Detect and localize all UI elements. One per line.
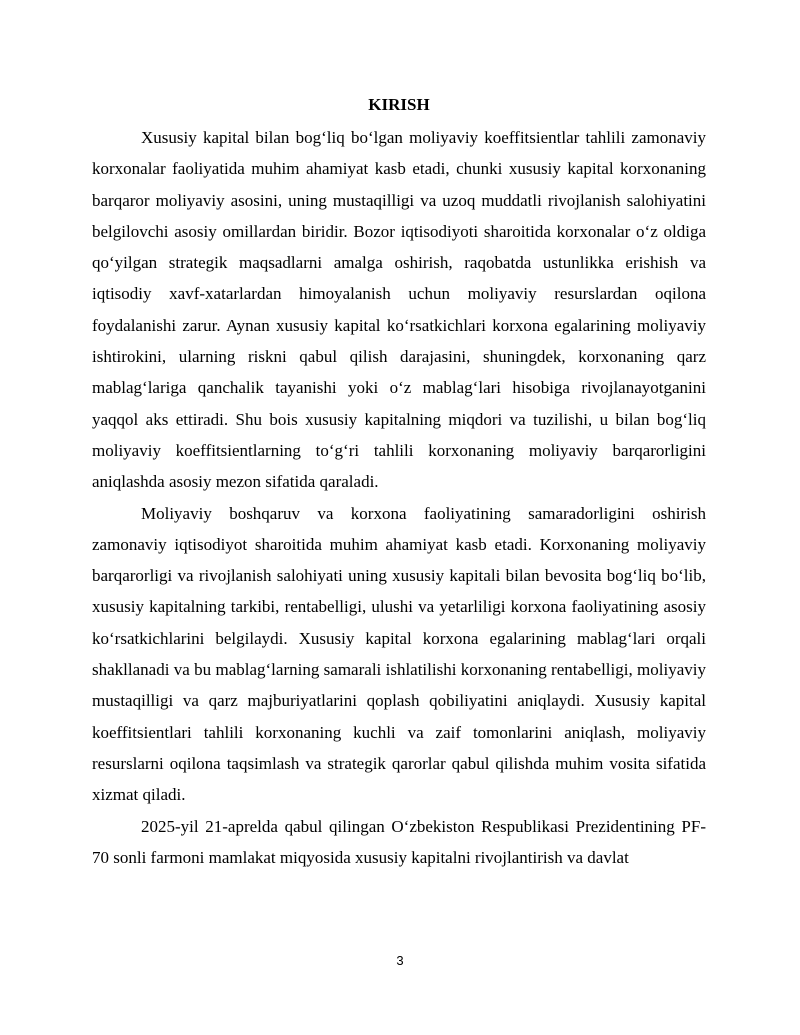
paragraph-3: 2025-yil 21-aprelda qabul qilingan O‘zbekiston Respublikasi Prezidentining PF-70 sonli farmoni mamlakat miqyosida xususiy kapitalni rivojlantirish va davlat	[92, 816, 706, 867]
page-content	[92, 88, 706, 873]
page-number: 3	[396, 953, 404, 968]
section-heading: KIRISH	[368, 95, 430, 114]
paragraph-2: Moliyaviy boshqaruv va korxona faoliyatining samaradorligini oshirish zamonaviy iqtisodiyot sharoitida muhim ahamiyat kasb etadi. Korxonaning moliyaviy barqarorligi va rivojlanish salohiyati uning xususiy kapitali bilan bevosita bog‘liq bo‘lib, xususiy kapitalning tarkibi, rentabelligi, ulushi va yetarliligi korxona faoliyatining asosiy ko‘rsatkichlarini belgilaydi. Xususiy kapital korxona egalarining mablag‘lari orqali shakllanadi va bu mablag‘larning samarali ishlatilishi korxonaning rentabelligi, moliyaviy mustaqilligi va qarz majburiyatlarini qoplash qobiliyatini aniqlaydi. Xususiy kapital koeffitsientlari tahlili korxonaning kuchli va zaif tomonlarini aniqlash, moliyaviy resurslarni oqilona taqsimlash va strategik qarorlar qabul qilishda muhim vosita sifatida xizmat qiladi.	[92, 503, 706, 805]
paragraph-1: Xususiy kapital bilan bog‘liq bo‘lgan moliyaviy koeffitsientlar tahlili zamonaviy korxonalar faoliyatida muhim ahamiyat kasb etadi, chunki xususiy kapital korxonaning barqaror moliyaviy asosini, uning mustaqilligi va uzoq muddatli rivojlanish salohiyatini belgilovchi asosiy omillardan biridir. Bozor iqtisodiyoti sharoitida korxonalar o‘z oldiga qo‘yilgan strategik maqsadlarni amalga oshirish, raqobatda ustunlikka erishish va iqtisodiy xavf-xatarlardan himoyalanish uchun moliyaviy resurslardan oqilona foydalanishi zarur. Aynan xususiy kapital ko‘rsatkichlari korxona egalarining moliyaviy ishtirokini, ularning riskni qabul qilish darajasini, shuningdek, korxonaning qarz mablag‘lariga qanchalik tayanishi yoki o‘z mablag‘lari hisobiga rivojlanayotganini yaqqol aks ettiradi. Shu bois xususiy kapitalning miqdori va tuzilishi, u bilan bog‘liq moliyaviy koeffitsientlarning to‘g‘ri tahlili korxonaning moliyaviy barqarorligini aniqlashda asosiy mezon sifatida qaraladi.	[92, 128, 706, 492]
